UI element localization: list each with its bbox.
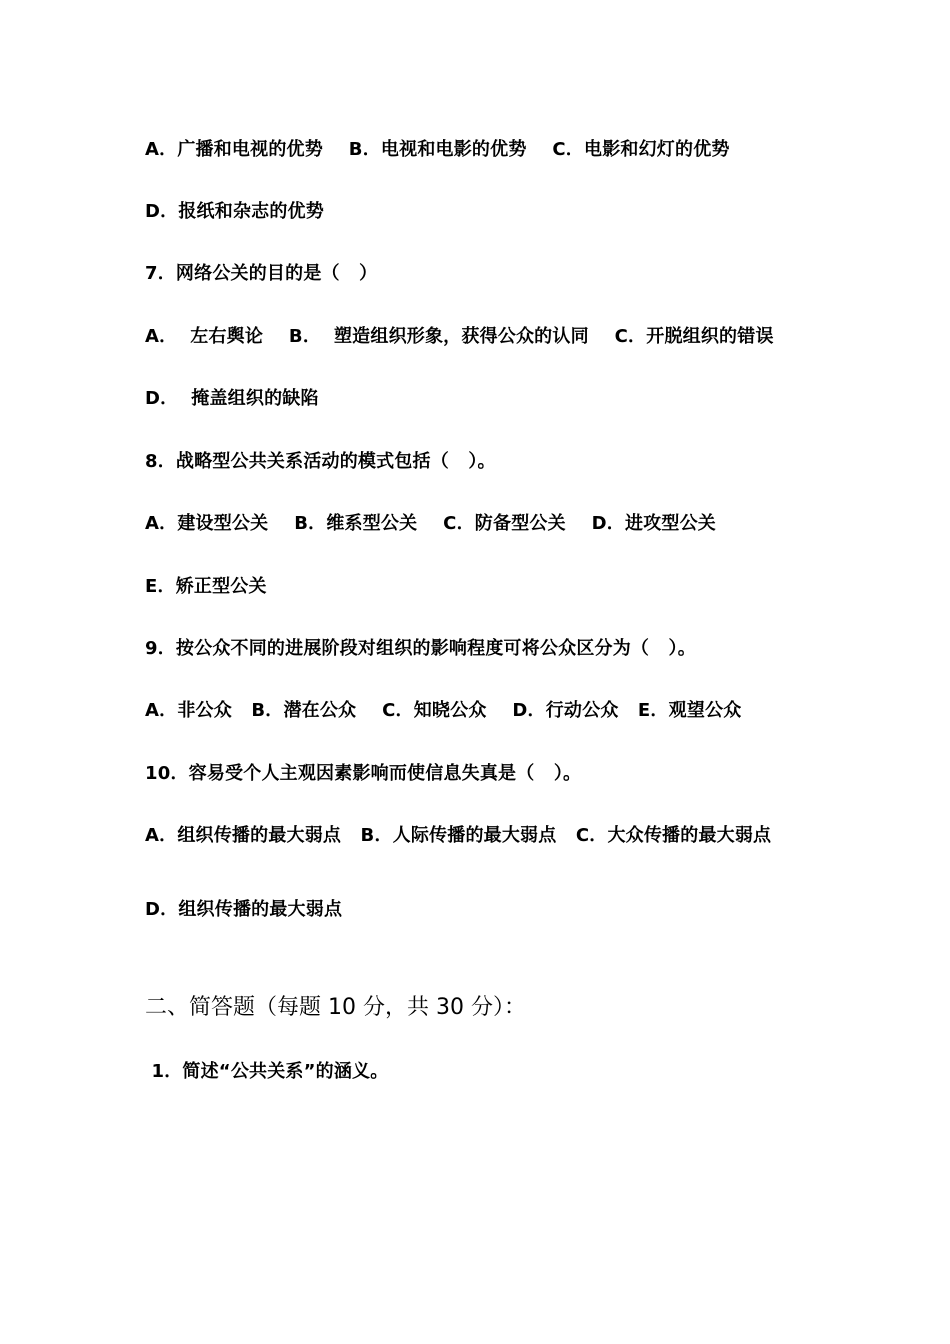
question-8: 8．战略型公共关系活动的模式包括（ ）。 xyxy=(145,451,496,472)
q10-option-d: D．组织传播的最大弱点 xyxy=(145,899,343,920)
q6-options-abc: A．广播和电视的优势 B．电视和电影的优势 C．电影和幻灯的优势 xyxy=(145,139,730,160)
q9-options: A．非公众 B．潜在公众 C．知晓公众 D．行动公众 E．观望公众 xyxy=(145,700,742,721)
q10-options-abc: A．组织传播的最大弱点 B．人际传播的最大弱点 C．大众传播的最大弱点 xyxy=(145,825,772,846)
q8-option-e: E．矫正型公关 xyxy=(145,576,267,597)
question-9: 9．按公众不同的进展阶段对组织的影响程度可将公众区分为（ ）。 xyxy=(145,638,696,659)
question-7: 7．网络公关的目的是（ ） xyxy=(145,263,378,284)
section-heading-short-answer: 二、简答题（每题 10 分，共 30 分）： xyxy=(145,995,526,1020)
question-10: 10．容易受个人主观因素影响而使信息失真是（ ）。 xyxy=(145,763,582,784)
q7-option-d: D． 掩盖组织的缺陷 xyxy=(145,388,319,409)
q6-option-d: D．报纸和杂志的优势 xyxy=(145,201,324,222)
q8-options-abcd: A．建设型公关 B．维系型公关 C．防备型公关 D．进攻型公关 xyxy=(145,513,716,534)
short-answer-question-1: 1．简述“公共关系”的涵义。 xyxy=(145,1061,389,1082)
q7-options-abc: A． 左右舆论 B． 塑造组织形象，获得公众的认同 C．开脱组织的错误 xyxy=(145,326,774,347)
